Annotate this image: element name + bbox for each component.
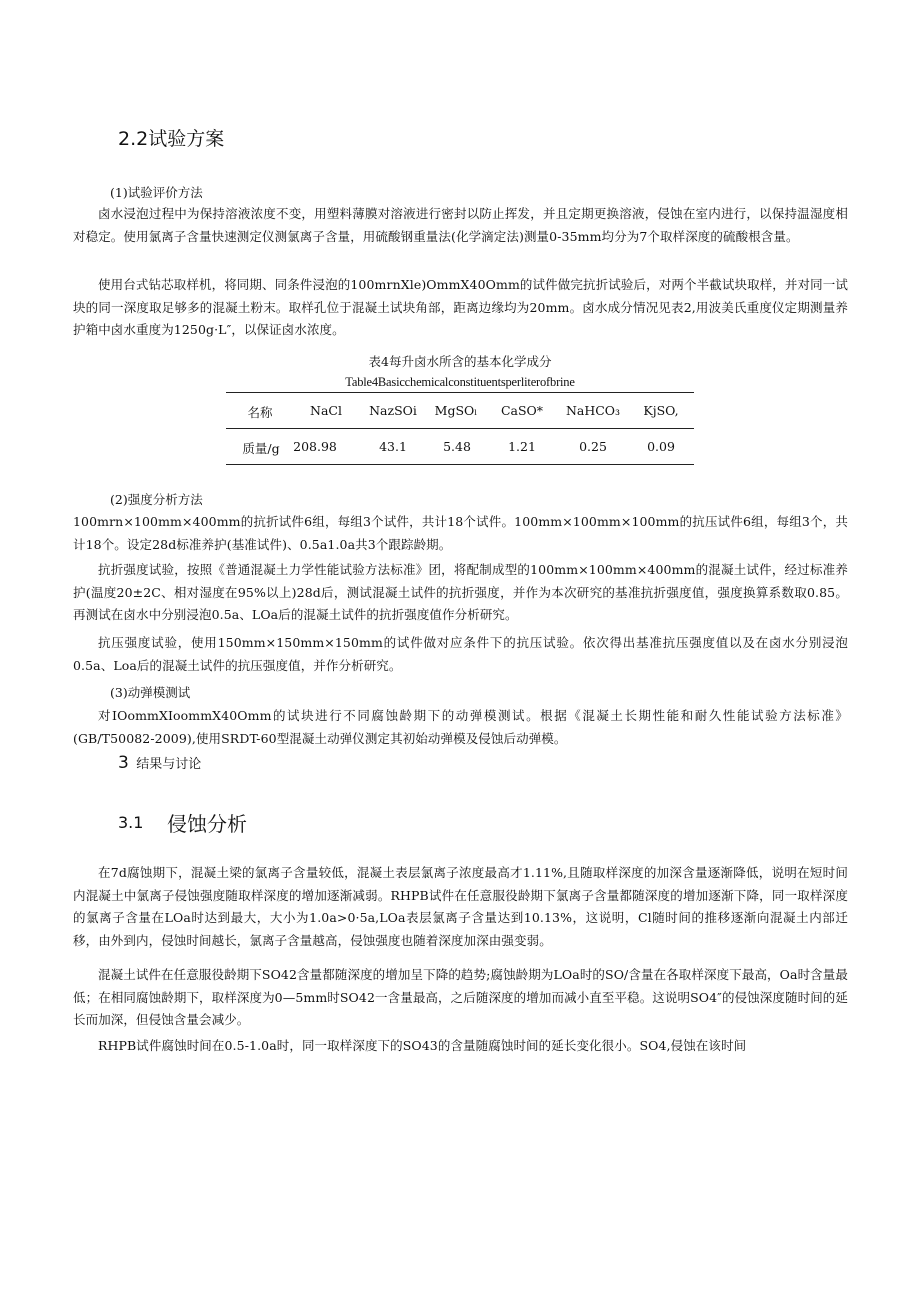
table-header-cell: NaHCO₃ (565, 403, 621, 418)
table-header-cell: MgSOₗ (434, 403, 478, 418)
table-cell: 43.1 (379, 439, 407, 454)
table-header-cell: NaCl (310, 403, 342, 418)
table-header-rule (226, 428, 694, 429)
paragraph-erosion-2: 混凝土试件在任意服役龄期下SO42含量都随深度的增加呈下降的趋势;腐蚀龄期为LOa时的SO/含量在各取样深度下最高，Oa时含量最低；在相同腐蚀龄期下，取样深度为0—5mm时SO42一含量最高，之后随深度的增加而减小直至平稳。这说明SO4″的侵蚀深度随时间的延长而加深，但侵蚀含量会减少。 (73, 967, 848, 1028)
table-header-cell: 名称 (247, 405, 273, 420)
subheading-method-1: (1)试验评价方法 (110, 185, 203, 200)
paragraph-method2-3: 抗压强度试验，使用150mm×150mm×150mm的试件做对应条件下的抗压试验。依次得出基准抗压强度值以及在卤水分别浸泡0.5a、Loa后的混凝土试件的抗压强度值，并作分析研究。 (73, 635, 848, 673)
section-heading-3 (118, 753, 201, 773)
section-heading-2-2: 2.2试验方案 (118, 128, 225, 150)
table-top-rule (226, 392, 694, 393)
subheading-method-3: (3)动弹模测试 (110, 685, 191, 700)
table-caption-en: Table4Basicchemicalconstituentsperliterofbrine (345, 375, 575, 389)
table-header-cell: KjSO, (643, 403, 679, 418)
section-title: 结果与讨论 (136, 757, 202, 772)
paragraph-method2-2: 抗折强度试验，按照《普通混凝土力学性能试验方法标准》团，将配制成型的100mm×100mm×400mm的混凝土试件，经过标准养护(温度20±2C、相对湿度在95%以上)28d后，测试混凝土试件的抗折强度，并作为本次研究的基准抗折强度值，强度换算系数取0.85。再测试在卤水中分别浸泡0.5a、LOa后的混凝土试件的抗折强度值作分析研究。 (73, 562, 848, 623)
paragraph-erosion-1: 在7d腐蚀期下，混凝土梁的氯离子含量较低，混凝土表层氯离子浓度最高才1.11%,且随取样深度的加深含量逐渐降低，说明在短时间内混凝土中氯离子侵蚀强度随取样深度的增加逐渐减弱。RHPB试件在任意服役龄期下氯离子含量都随深度的增加逐渐下降，同一取样深度的氯离子含量在LOa时达到最大，大小为1.0a>0·5a,LOa表层氯离子含量达到10.13%，这说明，Cl随时间的推移逐渐向混凝土内部迁移，由外到内，侵蚀时间越长，氯离子含量越高，侵蚀强度也随着深度加深由强变弱。 (73, 865, 848, 948)
table-bottom-rule (226, 464, 694, 465)
table-cell: 0.25 (579, 439, 607, 454)
table-cell: 0.09 (647, 439, 675, 454)
paragraph-method1-1: 卤水浸泡过程中为保持溶液浓度不变，用塑料薄膜对溶液进行密封以防止挥发，并且定期更换溶液，侵蚀在室内进行，以保持温湿度相对稳定。使用氯离子含量快速测定仪测氯离子含量，用硫酸钢重量法(化学滴定法)测量0-35mm均分为7个取样深度的硫酸根含量。 (73, 206, 848, 244)
table-header-cell: CaSO* (500, 403, 544, 418)
table-caption-cn: 表4每升卤水所含的基本化学成分 (368, 354, 552, 369)
paragraph-method2-1: 100mrn×100mm×400mm的抗折试件6组，每组3个试件，共计18个试件。100mm×100mm×100mm的抗压试件6组，每组3个，共计18个。设定28d标准养护(基准试件)、0.5a1.0a共3个跟踪龄期。 (73, 514, 848, 552)
table-cell: 5.48 (443, 439, 471, 454)
table-cell: 208.98 (293, 439, 337, 454)
section-title-3-1: 侵蚀分析 (167, 812, 247, 836)
paragraph-method1-2: 使用台式钻芯取样机，将同期、同条件浸泡的100mrnXle)OmmX40Omm的试件做完抗折试验后，对两个半截试块取样，并对同一试块的同一深度取足够多的混凝土粉末。取样孔位于混凝土试块角部，距离边缘均为20mm。卤水成分情况见表2,用波美氏重度仪定期测量养护箱中卤水重度为1250g·L″，以保证卤水浓度。 (73, 277, 848, 338)
section-number: 3 (118, 753, 129, 773)
section-number-3-1: 3.1 (118, 813, 144, 832)
subheading-method-2: (2)强度分析方法 (110, 492, 203, 507)
table-cell: 质量/g (242, 441, 280, 456)
paragraph-erosion-3: RHPB试件腐蚀时间在0.5-1.0a时，同一取样深度下的SO43的含量随腐蚀时间的延长变化很小。SO4,侵蚀在该时间 (98, 1038, 747, 1053)
table-header-cell: NazSOi (369, 403, 417, 418)
table-cell: 1.21 (508, 439, 536, 454)
paragraph-method3-1: 对IOommXIoommX40Omm的试块进行不同腐蚀龄期下的动弹模测试。根据《混凝土长期性能和耐久性能试验方法标准》(GB/T50082-2009),使用SRDT-60型混凝土动弹仪测定其初始动弹模及侵蚀后动弹模。 (73, 708, 848, 746)
